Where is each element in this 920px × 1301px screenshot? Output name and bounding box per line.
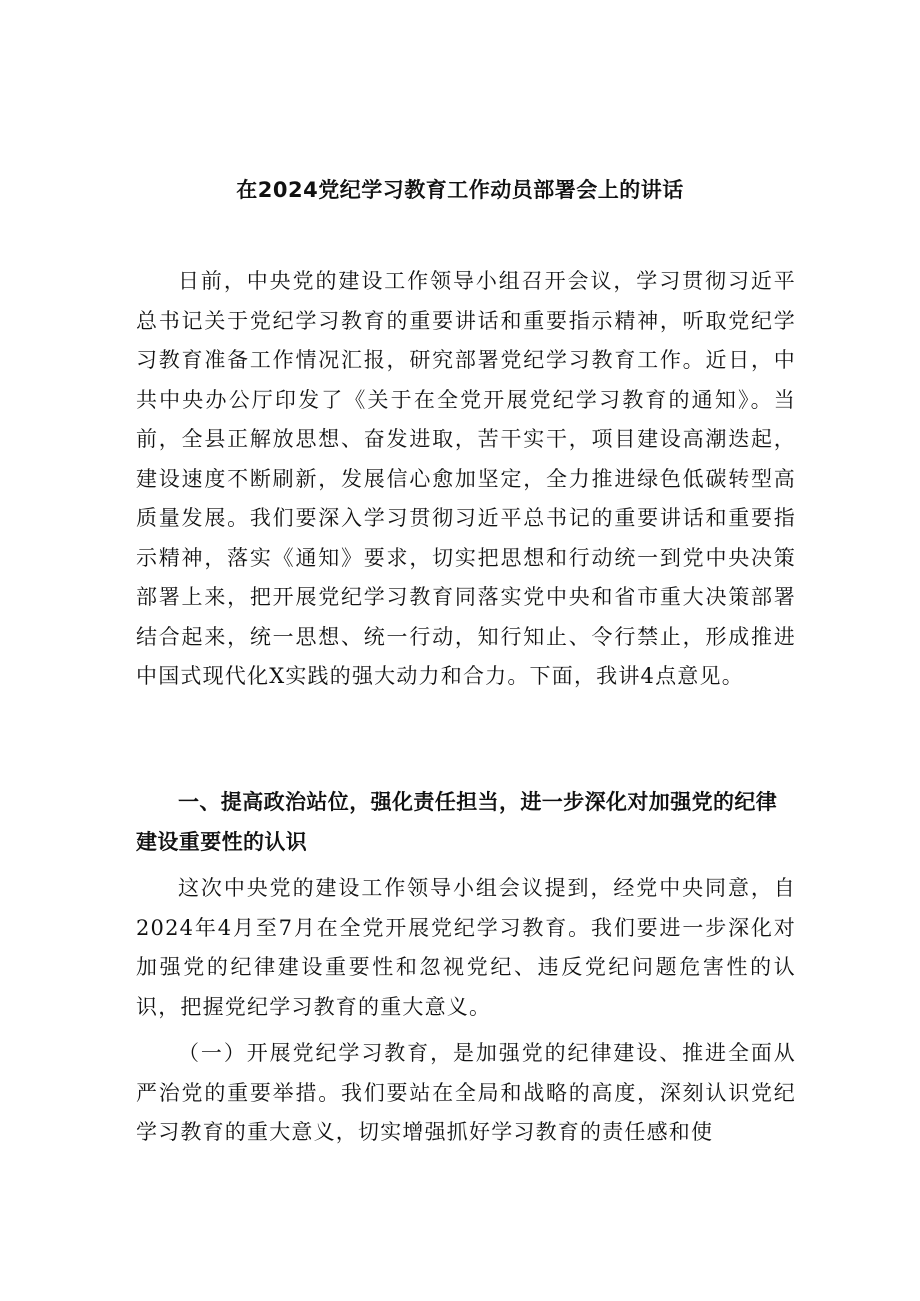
section-heading-1: 一、提高政治站位，强化责任担当，进一步深化对加强党的纪律建设重要性的认识 <box>136 790 778 854</box>
section-1-paragraph-1: 这次中央党的建设工作领导小组会议提到，经党中央同意，自2024年4月至7月在全党开展党纪学习教育。我们要进一步深化对加强党的纪律建设重要性和忽视党纪、违反党纪问题危害性的认识，把握党纪学习教育的重大意义。 <box>136 876 796 1019</box>
document-title: 在2024党纪学习教育工作动员部署会上的讲话 <box>236 178 684 202</box>
intro-paragraph: 日前，中央党的建设工作领导小组召开会议，学习贯彻习近平总书记关于党纪学习教育的重要讲话和重要指示精神，听取党纪学习教育准备工作情况汇报，研究部署党纪学习教育工作。近日，中共中央办公厅印发了《关于在全党开展党纪学习教育的通知》。当前，全县正解放思想、奋发进取，苦干实干，项目建设高潮迭起，建设速度不断刷新，发展信心愈加坚定，全力推进绿色低碳转型高质量发展。我们要深入学习贯彻习近平总书记的重要讲话和重要指示精神，落实《通知》要求，切实把思想和行动统一到党中央决策部署上来，把开展党纪学习教育同落实党中央和省市重大决策部署结合起来，统一思想、统一行动，知行知止、令行禁止，形成推进中国式现代化X实践的强大动力和合力。下面，我讲4点意见。 <box>136 269 796 688</box>
section-1-paragraph-2: （一）开展党纪学习教育，是加强党的纪律建设、推进全面从严治党的重要举措。我们要站在全局和战略的高度，深刻认识党纪学习教育的重大意义，切实增强抓好学习教育的责任感和使 <box>136 1041 796 1144</box>
